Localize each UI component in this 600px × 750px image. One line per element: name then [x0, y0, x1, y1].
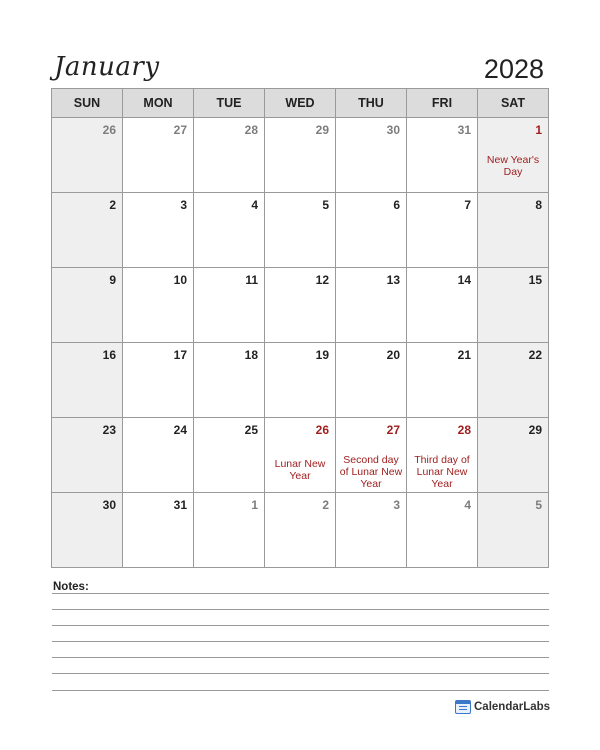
day-number: 29 [315, 123, 329, 137]
day-cell[interactable] [265, 343, 336, 418]
notes-line [52, 673, 549, 674]
weekday-mon: MON [123, 89, 194, 118]
day-number: 11 [245, 273, 258, 287]
day-number: 8 [535, 198, 542, 212]
weekday-tue: TUE [194, 89, 265, 118]
day-cell[interactable] [194, 343, 265, 418]
day-cell[interactable] [123, 493, 194, 568]
calendar-week-row [52, 343, 549, 418]
notes-line [52, 609, 549, 610]
day-number: 13 [386, 273, 400, 287]
holiday-label: Third day of Lunar New Year [414, 454, 470, 490]
day-cell[interactable] [478, 343, 549, 418]
day-number: 3 [180, 198, 187, 212]
day-cell[interactable] [407, 118, 478, 193]
calendar-week-row [52, 118, 549, 193]
day-number: 16 [102, 348, 116, 362]
day-number: 2 [322, 498, 329, 512]
calendar-week-row [52, 193, 549, 268]
day-cell[interactable] [478, 118, 549, 193]
day-number: 28 [457, 423, 471, 437]
notes-line [52, 625, 549, 626]
day-cell[interactable] [194, 418, 265, 493]
day-cell[interactable] [336, 118, 407, 193]
day-cell[interactable] [123, 118, 194, 193]
day-cell[interactable] [52, 118, 123, 193]
day-cell[interactable] [265, 118, 336, 193]
day-number: 26 [315, 423, 329, 437]
weekday-sat: SAT [478, 89, 549, 118]
day-cell[interactable] [336, 493, 407, 568]
notes-line [52, 657, 549, 658]
day-number: 4 [464, 498, 471, 512]
weekday-header-row [52, 89, 549, 118]
day-number: 10 [173, 273, 187, 287]
weekday-thu: THU [336, 89, 407, 118]
notes-line [52, 593, 549, 594]
day-cell[interactable] [407, 268, 478, 343]
day-cell[interactable] [265, 418, 336, 493]
month-title: January [54, 52, 160, 82]
day-number: 30 [102, 498, 116, 512]
weekday-fri: FRI [407, 89, 478, 118]
day-cell[interactable] [52, 193, 123, 268]
day-cell[interactable] [52, 343, 123, 418]
notes-line [52, 690, 549, 691]
day-number: 27 [386, 423, 400, 437]
day-cell[interactable] [478, 193, 549, 268]
calendar-week-row [52, 268, 549, 343]
day-cell[interactable] [336, 268, 407, 343]
holiday-label: Lunar New Year [274, 458, 326, 482]
day-number: 9 [109, 273, 116, 287]
day-number: 22 [528, 348, 542, 362]
day-number: 17 [173, 348, 187, 362]
day-number: 23 [102, 423, 116, 437]
day-cell[interactable] [265, 268, 336, 343]
holiday-label: Second day of Lunar New Year [339, 454, 403, 490]
day-cell[interactable] [194, 268, 265, 343]
day-cell[interactable] [478, 493, 549, 568]
notes-line [52, 641, 549, 642]
day-number: 1 [251, 498, 258, 512]
day-cell[interactable] [123, 343, 194, 418]
day-number: 4 [251, 198, 258, 212]
day-number: 5 [322, 198, 329, 212]
day-cell[interactable] [478, 268, 549, 343]
day-number: 15 [528, 273, 542, 287]
day-number: 24 [173, 423, 187, 437]
day-cell[interactable] [407, 418, 478, 493]
calendar-grid [51, 88, 549, 568]
day-cell[interactable] [52, 493, 123, 568]
day-number: 26 [102, 123, 116, 137]
brand-name: CalendarLabs [474, 701, 551, 713]
day-cell[interactable] [194, 493, 265, 568]
day-cell[interactable] [336, 193, 407, 268]
day-number: 25 [244, 423, 258, 437]
day-number: 3 [393, 498, 400, 512]
day-number: 21 [457, 348, 471, 362]
day-cell[interactable] [265, 193, 336, 268]
day-number: 6 [393, 198, 400, 212]
day-cell[interactable] [265, 493, 336, 568]
day-number: 14 [457, 273, 471, 287]
day-number: 31 [173, 498, 187, 512]
day-number: 29 [528, 423, 542, 437]
day-number: 12 [315, 273, 329, 287]
day-cell[interactable] [123, 193, 194, 268]
year-title: 2028 [483, 54, 544, 84]
notes-label: Notes: [53, 581, 89, 593]
day-number: 27 [173, 123, 187, 137]
day-cell[interactable] [407, 493, 478, 568]
calendar-week-row [52, 493, 549, 568]
day-number: 2 [109, 198, 116, 212]
weekday-wed: WED [265, 89, 336, 118]
day-cell[interactable] [194, 118, 265, 193]
day-cell[interactable] [194, 193, 265, 268]
holiday-label: New Year's Day [486, 154, 540, 178]
day-number: 30 [386, 123, 400, 137]
day-cell[interactable] [52, 268, 123, 343]
day-cell[interactable] [336, 343, 407, 418]
day-cell[interactable] [123, 268, 194, 343]
day-cell[interactable] [478, 418, 549, 493]
day-cell[interactable] [407, 343, 478, 418]
day-number: 18 [244, 348, 258, 362]
calendar-body [52, 118, 549, 568]
weekday-sun: SUN [52, 89, 123, 118]
day-number: 20 [386, 348, 400, 362]
day-cell[interactable] [123, 418, 194, 493]
day-number: 7 [464, 198, 471, 212]
day-cell[interactable] [52, 418, 123, 493]
calendar-week-row [52, 418, 549, 493]
day-number: 19 [315, 348, 329, 362]
day-number: 31 [457, 123, 471, 137]
brand-logo [455, 700, 550, 714]
day-cell[interactable] [336, 418, 407, 493]
day-cell[interactable] [407, 193, 478, 268]
calendar-icon [455, 700, 471, 714]
day-number: 28 [244, 123, 258, 137]
day-number: 1 [535, 123, 542, 137]
day-number: 5 [535, 498, 542, 512]
